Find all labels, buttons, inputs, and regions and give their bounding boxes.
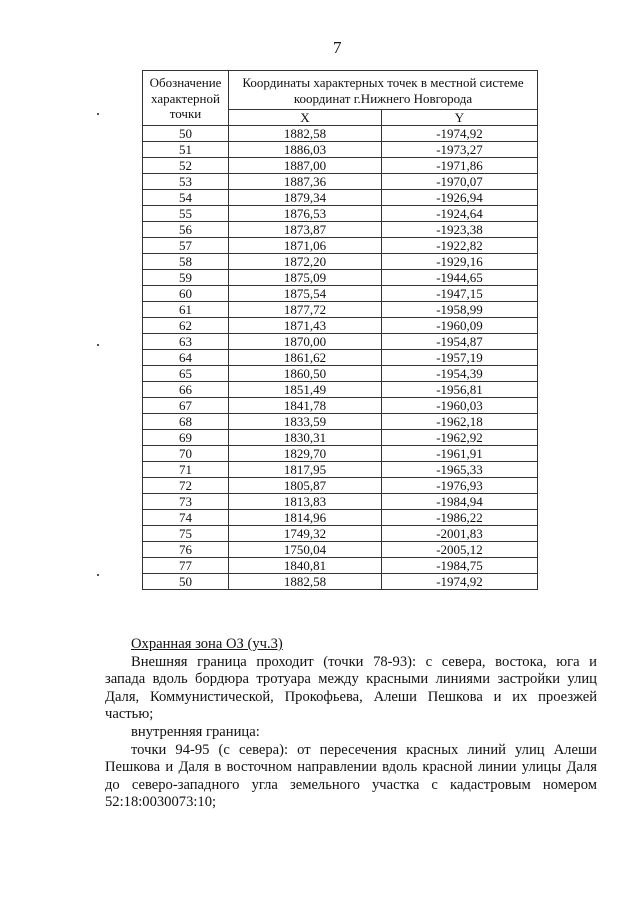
cell-x: 1814,96 [229,510,382,526]
cell-x: 1829,70 [229,446,382,462]
cell-point: 57 [143,238,229,254]
cell-point: 53 [143,174,229,190]
cell-x: 1871,43 [229,318,382,334]
cell-point: 59 [143,270,229,286]
cell-y: -1986,22 [382,510,538,526]
table-row [143,542,538,558]
cell-y: -1923,38 [382,222,538,238]
cell-x: 1875,09 [229,270,382,286]
cell-y: -1960,03 [382,398,538,414]
cell-y: -2005,12 [382,542,538,558]
cell-x: 1875,54 [229,286,382,302]
text-line: 52:18:0030073:10; [105,794,217,811]
section-heading: Охранная зона ОЗ (уч.3) [131,636,283,652]
cell-y: -1962,92 [382,430,538,446]
table-row [143,510,538,526]
cell-y: -1970,07 [382,174,538,190]
cell-point: 67 [143,398,229,414]
cell-y: -1958,99 [382,302,538,318]
cell-x: 1813,83 [229,494,382,510]
cell-point: 70 [143,446,229,462]
text-line: Внешняя граница проходит (точки 78-93): с севера, востока, юга и [131,653,597,670]
cell-point: 71 [143,462,229,478]
cell-y: -1926,94 [382,190,538,206]
cell-y: -1962,18 [382,414,538,430]
cell-x: 1872,20 [229,254,382,270]
cell-y: -2001,83 [382,526,538,542]
cell-y: -1944,65 [382,270,538,286]
table-row [143,430,538,446]
cell-x: 1887,36 [229,174,382,190]
header-point: Обозначение характерной точки [143,71,229,126]
table-row [143,574,538,590]
cell-x: 1860,50 [229,366,382,382]
cell-x: 1882,58 [229,126,382,142]
table-row [143,494,538,510]
cell-x: 1830,31 [229,430,382,446]
table-row [143,126,538,142]
cell-y: -1954,87 [382,334,538,350]
cell-point: 50 [143,574,229,590]
cell-x: 1879,34 [229,190,382,206]
table-row [143,302,538,318]
section-text [105,636,597,812]
table-row [143,158,538,174]
table-body [143,126,538,590]
cell-point: 56 [143,222,229,238]
cell-x: 1887,00 [229,158,382,174]
cell-point: 77 [143,558,229,574]
header-y: Y [382,110,538,126]
text-line: запада вдоль бордюра тротуара между красными линиями застройки улиц [105,671,597,688]
cell-y: -1954,39 [382,366,538,382]
cell-y: -1922,82 [382,238,538,254]
text-line: внутренняя граница: [131,723,260,740]
cell-y: -1960,09 [382,318,538,334]
cell-x: 1750,04 [229,542,382,558]
cell-y: -1947,15 [382,286,538,302]
cell-point: 50 [143,126,229,142]
cell-y: -1961,91 [382,446,538,462]
cell-x: 1749,32 [229,526,382,542]
cell-x: 1877,72 [229,302,382,318]
cell-y: -1974,92 [382,126,538,142]
cell-y: -1929,16 [382,254,538,270]
cell-point: 68 [143,414,229,430]
cell-y: -1984,94 [382,494,538,510]
text-line: Даля, Коммунистической, Прокофьева, Алеши Пешкова и их проезжей [105,688,597,705]
scan-mark [97,113,99,115]
table-row [143,526,538,542]
cell-point: 66 [143,382,229,398]
table-row [143,190,538,206]
cell-point: 60 [143,286,229,302]
cell-x: 1851,49 [229,382,382,398]
cell-point: 73 [143,494,229,510]
cell-point: 76 [143,542,229,558]
cell-x: 1805,87 [229,478,382,494]
cell-point: 62 [143,318,229,334]
table-row [143,446,538,462]
cell-point: 51 [143,142,229,158]
table-row [143,270,538,286]
cell-point: 65 [143,366,229,382]
table-row [143,558,538,574]
cell-x: 1876,53 [229,206,382,222]
scan-mark [97,574,99,576]
table-row [143,334,538,350]
cell-point: 63 [143,334,229,350]
cell-point: 69 [143,430,229,446]
table-row [143,462,538,478]
header-coordinates: Координаты характерных точек в местной системе координат г.Нижнего Новгорода [229,71,538,110]
cell-point: 75 [143,526,229,542]
table-row [143,350,538,366]
cell-point: 58 [143,254,229,270]
table-row [143,382,538,398]
cell-x: 1882,58 [229,574,382,590]
page-number: 7 [333,38,342,57]
cell-y: -1984,75 [382,558,538,574]
cell-y: -1971,86 [382,158,538,174]
table-row [143,366,538,382]
table-row [143,142,538,158]
cell-y: -1956,81 [382,382,538,398]
cell-x: 1841,78 [229,398,382,414]
cell-x: 1870,00 [229,334,382,350]
text-line: точки 94-95 (с севера): от пересечения красных линий улиц Алеши [131,741,597,758]
cell-x: 1873,87 [229,222,382,238]
cell-y: -1924,64 [382,206,538,222]
table-row [143,414,538,430]
cell-point: 64 [143,350,229,366]
cell-x: 1861,62 [229,350,382,366]
cell-y: -1976,93 [382,478,538,494]
table-row [143,174,538,190]
cell-x: 1886,03 [229,142,382,158]
cell-point: 55 [143,206,229,222]
cell-point: 52 [143,158,229,174]
cell-y: -1974,92 [382,574,538,590]
cell-point: 72 [143,478,229,494]
table-row [143,286,538,302]
coordinates-table [142,70,538,590]
cell-x: 1871,06 [229,238,382,254]
cell-point: 54 [143,190,229,206]
table-row [143,478,538,494]
cell-y: -1973,27 [382,142,538,158]
table-row [143,318,538,334]
table-row [143,398,538,414]
table-row [143,206,538,222]
cell-x: 1817,95 [229,462,382,478]
cell-y: -1965,33 [382,462,538,478]
header-x: X [229,110,382,126]
text-line: до северо-западного угла земельного участка с кадастровым номером [105,776,597,793]
table-row [143,254,538,270]
cell-y: -1957,19 [382,350,538,366]
table-row [143,222,538,238]
text-line: Пешкова и Даля в восточном направлении вдоль красной линии улицы Даля [105,759,597,776]
cell-point: 74 [143,510,229,526]
text-line: частью; [105,706,154,723]
table-row [143,238,538,254]
cell-x: 1840,81 [229,558,382,574]
cell-x: 1833,59 [229,414,382,430]
scan-mark [97,344,99,346]
cell-point: 61 [143,302,229,318]
